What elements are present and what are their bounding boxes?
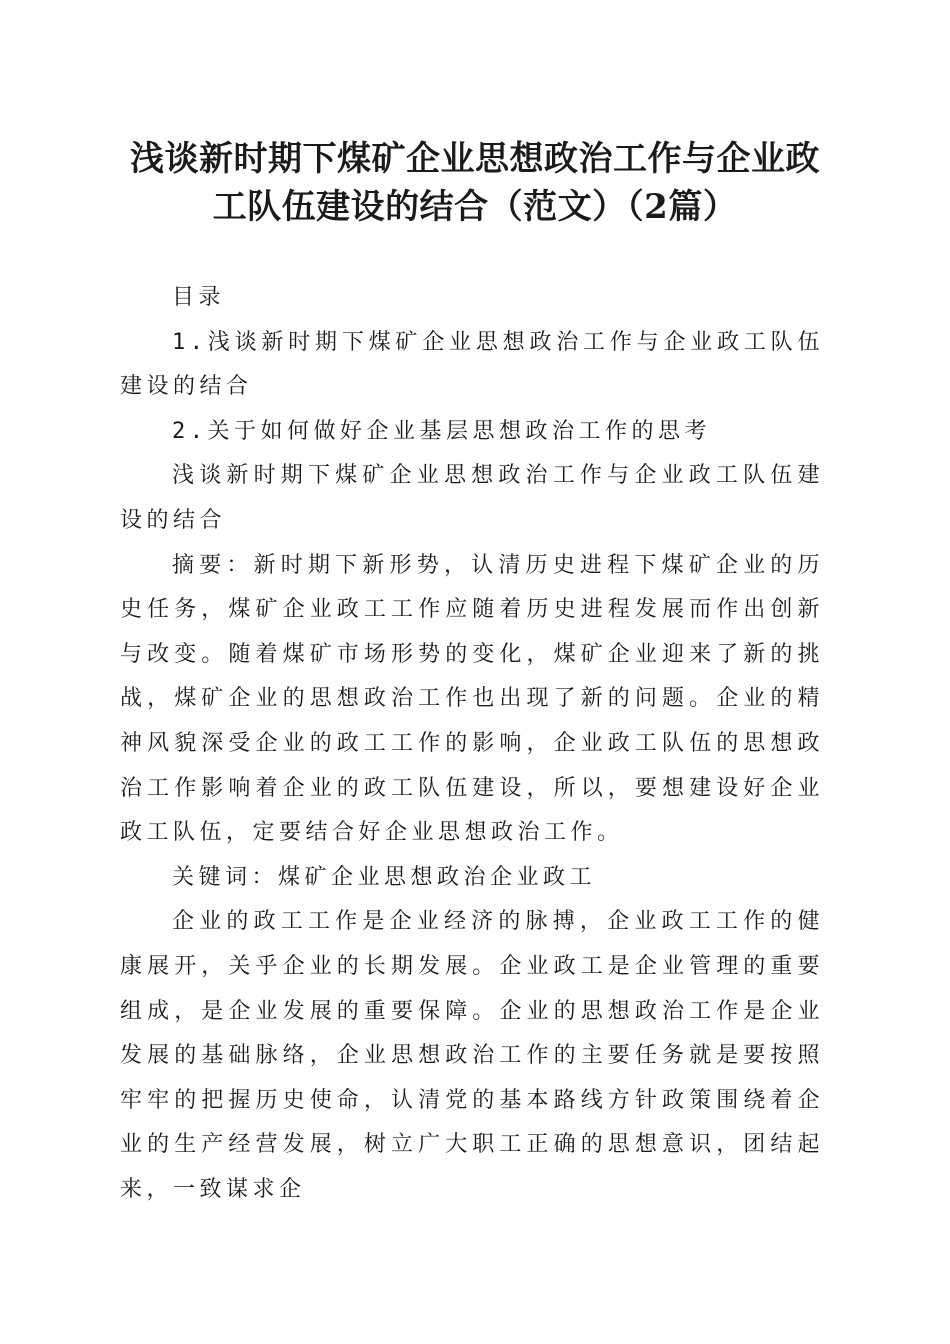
toc-item-1: 1.浅谈新时期下煤矿企业思想政治工作与企业政工队伍建设的结合 bbox=[120, 329, 824, 400]
document-body bbox=[120, 276, 824, 1212]
section-title: 浅谈新时期下煤矿企业思想政治工作与企业政工队伍建设的结合 bbox=[120, 463, 824, 533]
title-line-1: 浅谈新时期下煤矿企业思想政治工作与企业政 bbox=[130, 139, 820, 179]
toc-heading: 目录 bbox=[172, 285, 226, 310]
body-paragraph: 企业的政工工作是企业经济的脉搏，企业政工工作的健康展开，关乎企业的长期发展。企业政工是企业管理的重要组成，是企业发展的重要保障。企业的思想政治工作是企业发展的基础脉络，企业思想政治工作的主要任务就是要按照牢牢的把握历史使命，认清党的基本路线方针政策围绕着企业的生产经营发展，树立广大职工正确的思想意识，团结起来，一致谋求企 bbox=[120, 909, 824, 1202]
document-title bbox=[110, 135, 840, 231]
toc-item-2: 2.关于如何做好企业基层思想政治工作的思考 bbox=[172, 418, 711, 444]
title-line-2: 工队伍建设的结合（范文）（2篇） bbox=[212, 187, 738, 227]
abstract-paragraph: 摘要：新时期下新形势，认清历史进程下煤矿企业的历史任务，煤矿企业政工工作应随着历史进程发展而作出创新与改变。随着煤矿市场形势的变化，煤矿企业迎来了新的挑战，煤矿企业的思想政治工作也出现了新的问题。企业的精神风貌深受企业的政工工作的影响，企业政工队伍的思想政治工作影响着企业的政工队伍建设，所以，要想建设好企业政工队伍，定要结合好企业思想政治工作。 bbox=[120, 552, 824, 846]
keywords-paragraph: 关键词：煤矿企业思想政治企业政工 bbox=[172, 864, 597, 890]
